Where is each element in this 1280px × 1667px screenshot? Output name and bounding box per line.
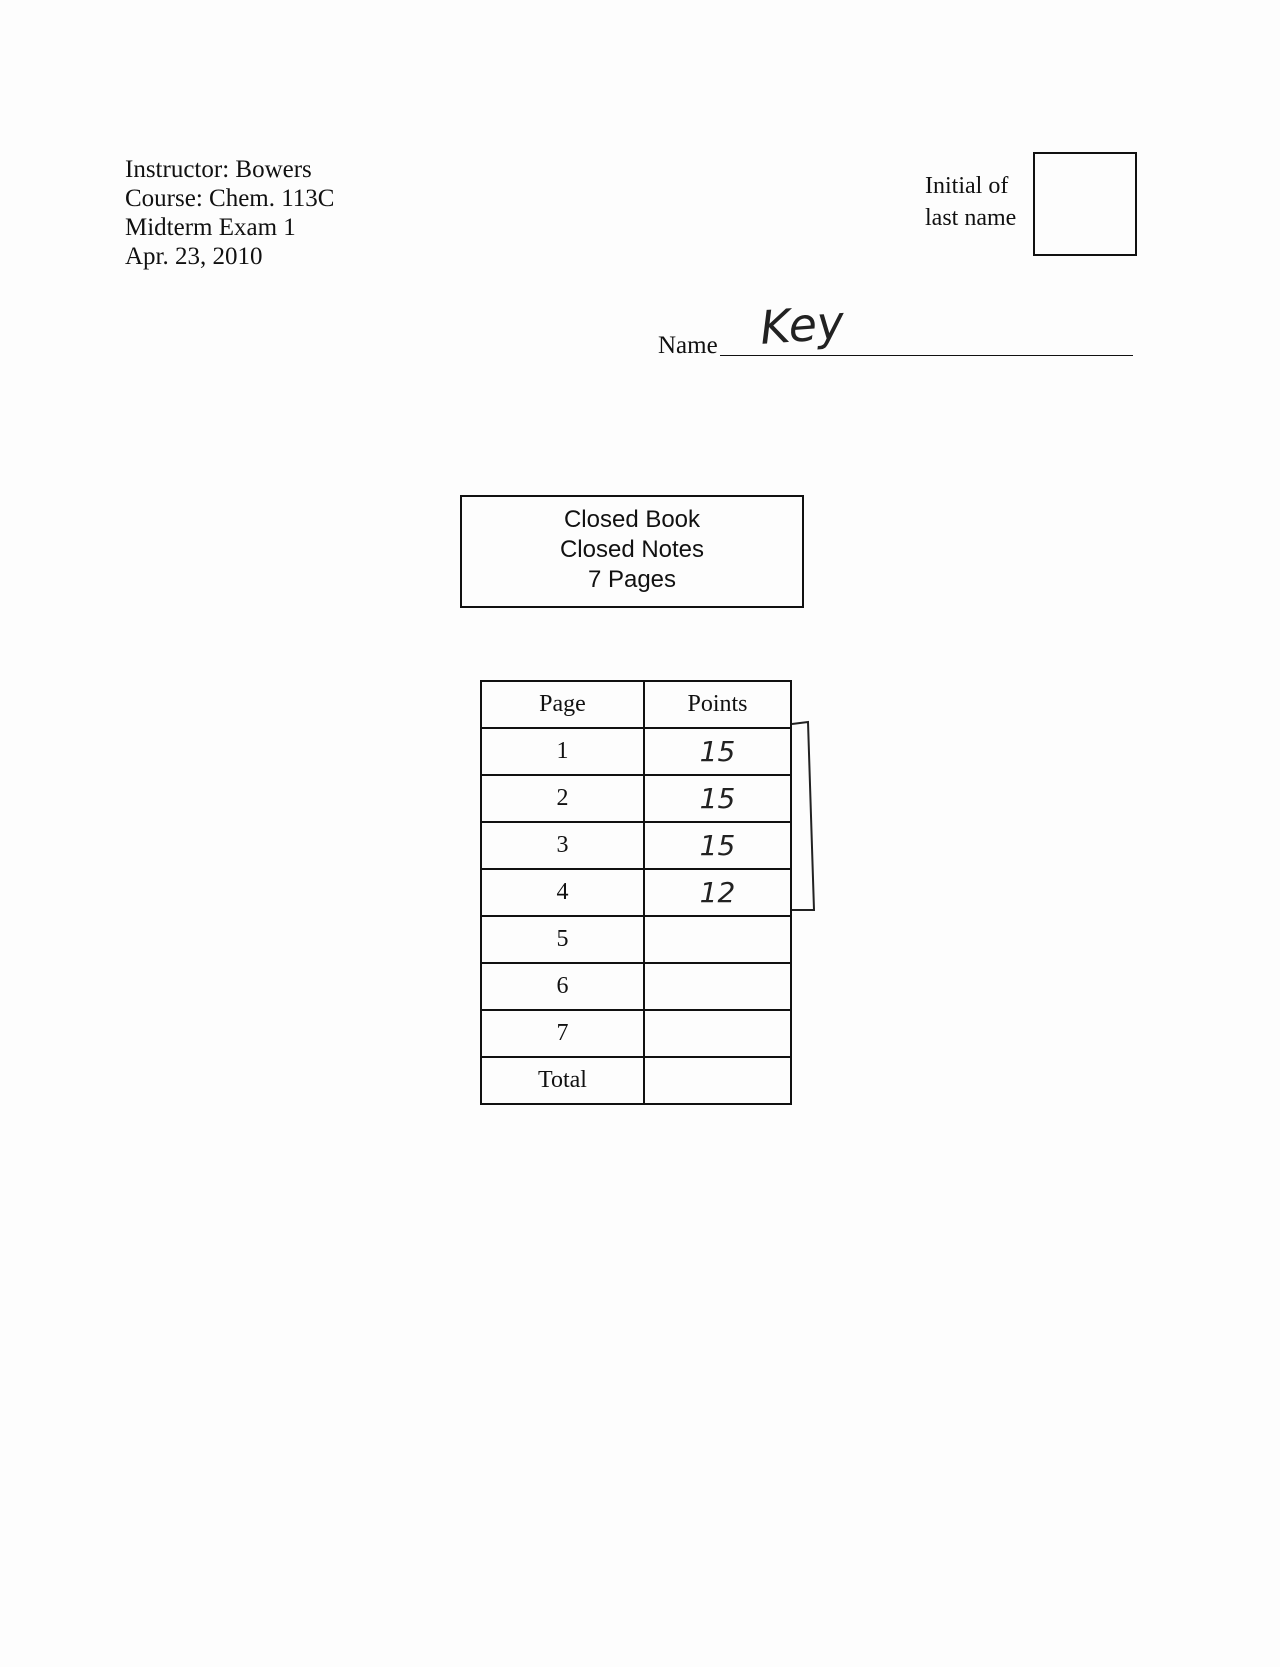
- date-line: Apr. 23, 2010: [125, 243, 263, 270]
- initial-label: [925, 170, 1016, 234]
- points-cell: 12: [644, 869, 791, 916]
- table-row: [481, 1010, 791, 1057]
- exam-rules-box: [460, 495, 804, 608]
- points-cell[interactable]: [644, 916, 791, 963]
- total-label-cell: Total: [481, 1057, 644, 1104]
- table-row-total: [481, 1057, 791, 1104]
- table-row: [481, 822, 791, 869]
- page-cell: 5: [481, 916, 644, 963]
- table-row: [481, 728, 791, 775]
- points-cell[interactable]: [644, 963, 791, 1010]
- initial-label-line-1: Initial of: [925, 173, 1009, 199]
- page-cell: 1: [481, 728, 644, 775]
- rule-page-count: 7 Pages: [587, 566, 677, 593]
- page-cell: 7: [481, 1010, 644, 1057]
- page-cell: 2: [481, 775, 644, 822]
- name-label: Name: [658, 332, 718, 359]
- name-handwritten-value: Key: [758, 295, 846, 355]
- instructor-line: Instructor: Bowers: [125, 156, 312, 183]
- table-row: [481, 916, 791, 963]
- page-cell: 3: [481, 822, 644, 869]
- header-info: [125, 155, 335, 271]
- total-points-cell[interactable]: [644, 1057, 791, 1104]
- initial-box[interactable]: [1033, 152, 1137, 256]
- header-page: Page: [481, 681, 644, 728]
- name-line[interactable]: [720, 355, 1133, 356]
- points-cell: 15: [644, 822, 791, 869]
- points-table: [480, 680, 792, 1105]
- rule-closed-notes: Closed Notes: [559, 536, 705, 563]
- handwritten-bracket: [790, 720, 822, 912]
- table-row: [481, 869, 791, 916]
- page-cell: 4: [481, 869, 644, 916]
- initial-label-line-2: last name: [925, 205, 1017, 231]
- table-row: [481, 775, 791, 822]
- course-line: Course: Chem. 113C: [125, 185, 335, 212]
- points-cell[interactable]: [644, 1010, 791, 1057]
- table-header-row: [481, 681, 791, 728]
- header-points: Points: [644, 681, 791, 728]
- points-cell: 15: [644, 775, 791, 822]
- table-row: [481, 963, 791, 1010]
- page-cell: 6: [481, 963, 644, 1010]
- exam-line: Midterm Exam 1: [125, 214, 296, 241]
- rule-closed-book: Closed Book: [563, 506, 701, 533]
- points-cell: 15: [644, 728, 791, 775]
